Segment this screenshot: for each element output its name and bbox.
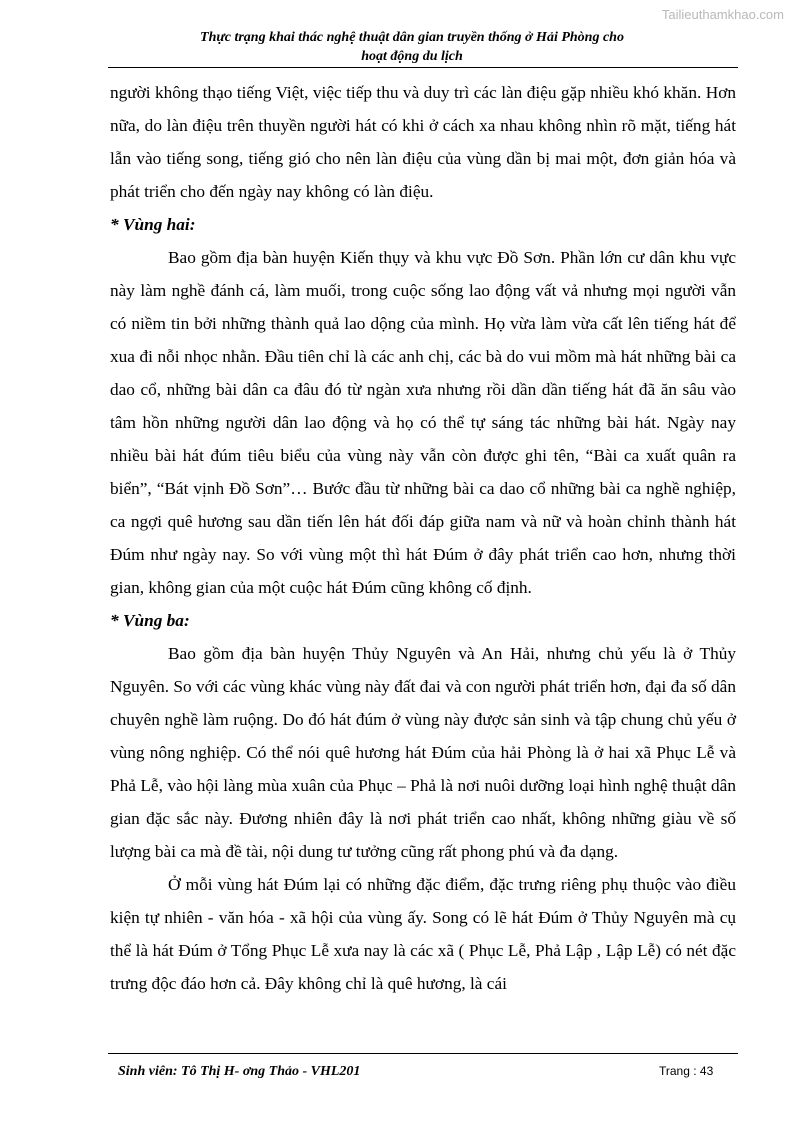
- paragraph-dac-diem: Ở mỗi vùng hát Đúm lại có những đặc điểm, đặc trưng riêng phụ thuộc vào điều kiện tự nhiên - văn hóa - xã hội của vùng ấy. Song có lẽ hát Đúm ở Thủy Nguyên mà cụ thể là hát Đúm ở Tổng Phục Lễ xưa nay là các xã ( Phục Lễ, Phả Lập , Lập Lễ) có nét đặc trưng độc đáo hơn cả. Đây không chỉ là quê hương, là cái: [110, 875, 736, 993]
- header-title-line-2: hoạt động du lịch: [361, 49, 463, 64]
- header-divider: [108, 67, 738, 68]
- watermark-text: Tailieuthamkhao.com: [661, 7, 784, 22]
- section-heading-vung-ba: * Vùng ba:: [110, 611, 190, 630]
- page-number: Trang : 43: [659, 1064, 714, 1078]
- header-title-line-1: Thực trạng khai thác nghệ thuật dân gian truyền thống ở Hải Phòng cho: [200, 30, 624, 45]
- section-heading-vung-hai: * Vùng hai:: [110, 215, 196, 234]
- paragraph-vung-hai: Bao gồm địa bàn huyện Kiến thụy và khu vực Đồ Sơn. Phần lớn cư dân khu vực này làm nghề đánh cá, làm muối, trong cuộc sống lao động vất vả nhưng mọi người vẫn có niềm tin bởi những thành quả lao dộng của mình. Họ vừa làm vừa cất lên tiếng hát để xua đi nỗi nhọc nhằn. Đầu tiên chỉ là các anh chị, các bà do vui mồm mà hát những bài ca dao cổ, những bài dân ca đâu đó từ ngàn xưa nhưng rồi dần dần tiếng hát đã ăn sâu vào tâm hồn những người dân lao động và họ có thể tự sáng tác những bài hát. Ngày nay nhiều bài hát đúm tiêu biểu của vùng này vẫn còn được ghi tên, “Bài ca xuất quân ra biển”, “Bát vịnh Đồ Sơn”… Bước đầu từ những bài ca dao cổ những bài ca nghề nghiệp, ca ngợi quê hương sau dần tiến lên hát đối đáp giữa nam và nữ và hoàn chỉnh thành hát Đúm như ngày nay. So với vùng một thì hát Đúm ở đây phát triển cao hơn, nhưng thời gian, không gian của một cuộc hát Đúm cũng không cố định.: [110, 248, 736, 597]
- paragraph-continuation: người không thạo tiếng Việt, việc tiếp thu và duy trì các làn điệu gặp nhiều khó khăn. Hơn nữa, do làn điệu trên thuyền người hát có khi ở cách xa nhau không nhìn rõ mặt, tiếng hát lẫn vào tiếng song, tiếng gió cho nên làn điệu của vùng dần bị mai một, đơn giản hóa và phát triển cho đến ngày nay không có làn điệu.: [110, 83, 736, 201]
- paragraph-vung-ba: Bao gồm địa bàn huyện Thủy Nguyên và An Hải, nhưng chủ yếu là ở Thủy Nguyên. So với các vùng khác vùng này đất đai và con người phát triển hơn, đại đa số dân chuyên nghề làm ruộng. Do đó hát đúm ở vùng này được sản sinh và tập chung chủ yếu ở vùng nông nghiệp. Có thể nói quê hương hát Đúm của hải Phòng là ở hai xã Phục Lễ và Phả Lễ, vào hội làng mùa xuân của Phục – Phả là nơi nuôi dưỡng loại hình nghệ thuật dân gian đặc sắc này. Đương nhiên đây là nơi phát triển cao nhất, không những giàu về số lượng bài ca mà đề tài, nội dung tư tưởng cũng rất phong phú và đa dạng.: [110, 644, 736, 861]
- document-body: [110, 76, 736, 1000]
- footer-student-name: Sinh viên: Tô Thị H- ơng Thảo - VHL201: [118, 1064, 361, 1079]
- page-header: [112, 28, 712, 66]
- footer-divider: [108, 1053, 738, 1054]
